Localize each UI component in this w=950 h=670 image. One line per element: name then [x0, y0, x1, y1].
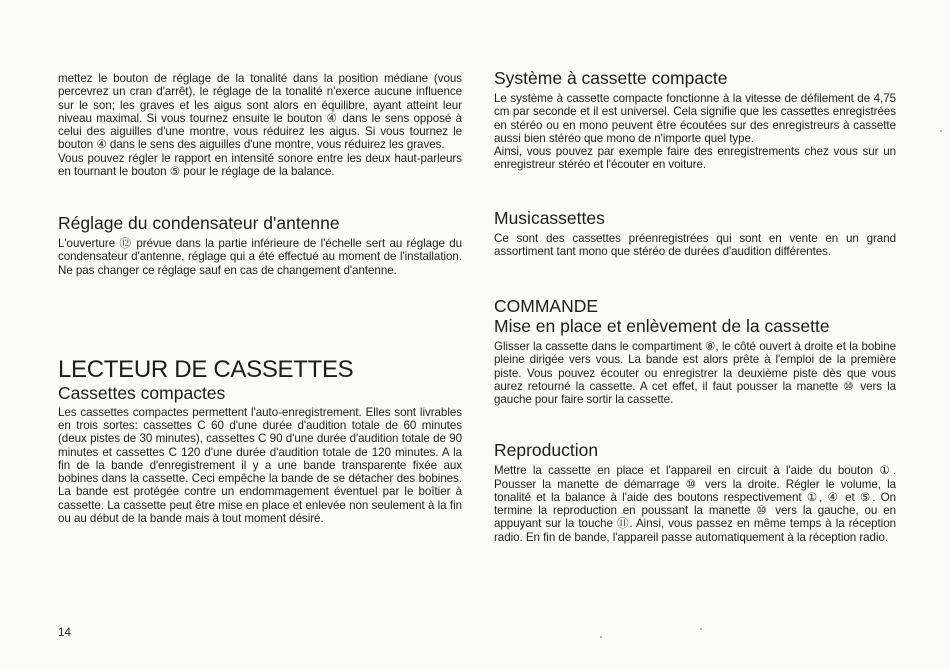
antenna-paragraph: L'ouverture ⑫ prévue dans la partie inférieure de l'échelle sert au réglage du condensateur d'antenne, réglage qui a été effectué au moment de l'installation. Ne pas changer ce réglage sauf en cas de changement d'antenne. [58, 237, 462, 277]
speck [600, 636, 602, 638]
balance-paragraph: Vous pouvez régler le rapport en intensité sonore entre les deux haut-parleurs en tournant le bouton ⑤ pour le réglage de la balance. [58, 151, 462, 178]
right-column [494, 68, 896, 544]
page-number: 14 [58, 626, 71, 639]
system-paragraph: Le système à cassette compacte fonctionne à la vitesse de défilement de 4,75 cm par seconde et il est universel. Cela signifie que les cassettes enregistrées en stéréo ou en mono peuvent être écoutées sur des enregistreurs à cassette aussi bien stéréo que mono de n'importe quel type. [494, 92, 896, 145]
speck [700, 628, 702, 630]
system-paragraph-2: Ainsi, vous pouvez par exemple faire des enregistrements chez vous sur un enregistreur stéréo et l'écouter en voiture. [494, 145, 896, 172]
speck [940, 130, 942, 132]
reproduction-paragraph: Mettre la cassette en place et l'appareil en circuit à l'aide du bouton ①. Pousser la manette de démarrage ⑩ vers la droite. Régler le volume, la tonalité et la balance à l'aide des boutons respectivement ①, ④ et ⑤. On termine la reproduction en poussant la manette ⑩ vers la gauche, ou en appuyant sur la touche ⑪. Ainsi, vous passez en même temps à la réception radio. En fin de bande, l'appareil passe automatiquement à la réception radio. [494, 464, 896, 544]
chapter-heading: LECTEUR DE CASSETTES [58, 355, 354, 383]
reproduction-heading: Reproduction [494, 440, 599, 461]
tone-paragraph: mettez le bouton de réglage de la tonalité dans la position médiane (vous percevrez un cran d'arrêt), le réglage de la tonalité n'exerce aucune influence sur le son; les graves et les aigus sont alors en équilibre, ayant atteint leur niveau maximal. Si vous tournez ensuite le bouton ④ dans le sens opposé à celui des aiguilles d'une montre, vous réduirez les aigus. Si vous tournez le bouton ④ dans le sens des aiguilles d'une montre, vous réduirez les graves. [58, 72, 462, 152]
compact-paragraph: Les cassettes compactes permettent l'auto-enregistrement. Elles sont livrables en trois sortes: cassettes C 60 d'une durée d'audition totale de 60 minutes (deux pistes de 30 minutes), cassettes C 90 d'une durée d'audition totale de 90 minutes et cassettes C 120 d'une durée d'audition totale de 120 minutes. A la fin de la bande d'enregistrement il y a une bande transparente fixée aux bobines dans la cassette. Ceci empêche la bande de se détacher des bobines. La bande est protégée contre un endommagement éventuel par le boîtier à cassette. La cassette peut être mise en place et enlevée non seulement à la fin ou au début de la bande mais à tout moment désiré. [58, 405, 462, 525]
insert-heading: Mise en place et enlèvement de la cassette [494, 316, 830, 336]
antenna-heading: Réglage du condensateur d'antenne [58, 213, 340, 233]
left-column [58, 72, 462, 525]
musicassettes-paragraph: Ce sont des cassettes préenregistrées qui sont en vente en un grand assortiment tant mono que stéréo de durées d'audition différentes. [494, 231, 896, 258]
insert-paragraph: Glisser la cassette dans le compartiment ⑧, le côté ouvert à droite et la bobine pleine dirigée vers vous. La bande est alors prête à l'emploi de la première piste. Vous pouvez écouter ou enregistrer la deuxième piste dès que vous aurez retourné la cassette. A cet effet, il faut pousser la manette ⑩ vers la gauche pour faire sortir la cassette. [494, 340, 896, 406]
system-heading: Système à cassette compacte [494, 68, 728, 88]
musicassettes-heading: Musicassettes [494, 207, 605, 228]
command-heading: COMMANDE [494, 296, 599, 316]
compact-heading: Cassettes compactes [58, 382, 226, 403]
